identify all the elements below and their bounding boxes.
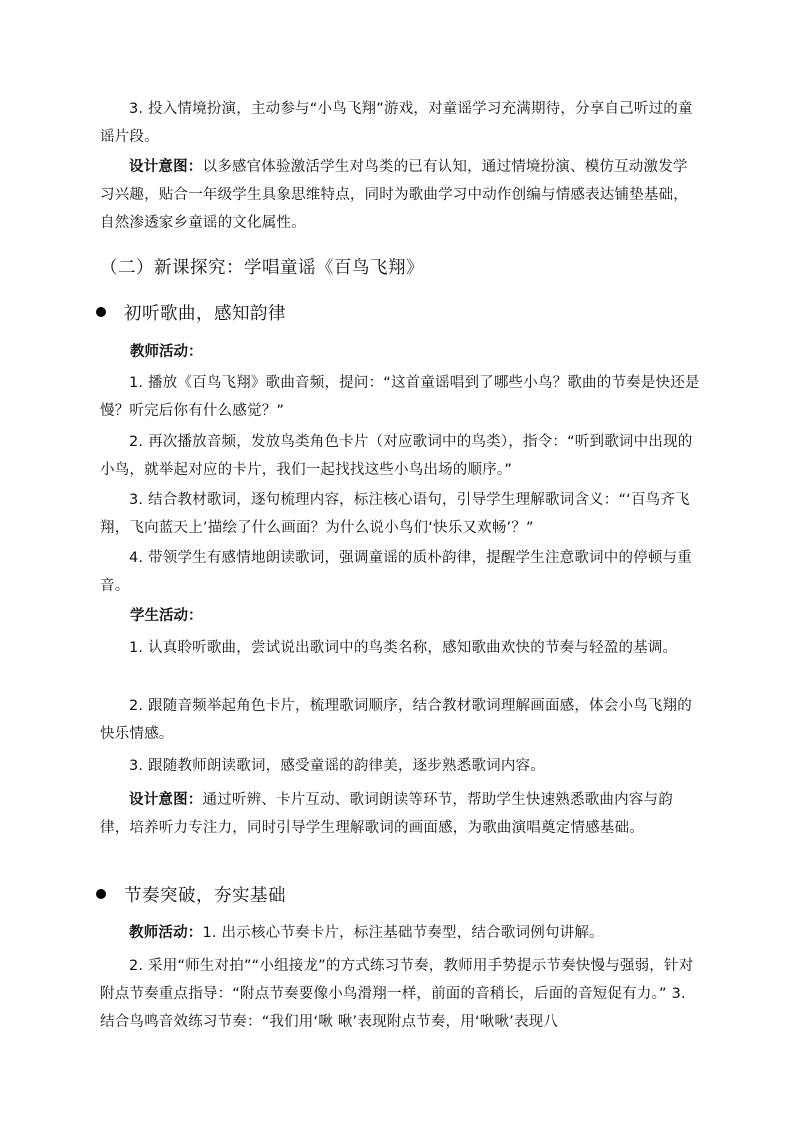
student-activity-label: 学生活动： <box>130 608 203 624</box>
paragraph-teacher-5 <box>100 919 700 947</box>
bullet-dot-icon <box>96 307 106 317</box>
bullet-heading-1-text: 初听歌曲，感知韵律 <box>124 304 286 324</box>
paragraph-design-intent-2 <box>100 786 700 842</box>
paragraph-student-1: 1. 认真聆听歌曲，尝试说出歌词中的鸟类名称，感知歌曲欢快的节奏与轻盈的基调。 <box>129 640 678 656</box>
paragraph-teacher-3: 3. 结合教材歌词，逐句梳理内容，标注核心语句，引导学生理解歌词含义：“‘百鸟齐飞翔，飞向蓝天上’描绘了什么画面？为什么说小鸟们‘快乐又欢畅’？” <box>100 492 690 536</box>
design-intent-text-2: 通过听辨、卡片互动、歌词朗读等环节，帮助学生快速熟悉歌曲内容与韵律，培养听力专注力，同时引导学生理解歌词的画面感，为歌曲演唱奠定情感基础。 <box>100 792 673 836</box>
paragraph-teacher-1: 1. 播放《百鸟飞翔》歌曲音频，提问：“这首童谣唱到了哪些小鸟？歌曲的节奏是快还是慢？听完后你有什么感觉？” <box>100 375 700 419</box>
design-intent-text: 以多感官体验激活学生对鸟类的已有认知，通过情境扮演、模仿互动激发学习兴趣，贴合一年级学生具象思维特点，同时为歌曲学习中动作创编与情感表达铺垫基础，自然渗透家乡童谣的文化属性。 <box>100 159 688 231</box>
teacher-activity-text-2: 1. 出示核心节奏卡片，标注基础节奏型，结合歌词例句讲解。 <box>202 925 604 941</box>
bullet-heading-1 <box>96 300 696 328</box>
design-intent-label: 设计意图： <box>129 159 203 175</box>
paragraph-teacher-2: 2. 再次播放音频，发放鸟类角色卡片（对应歌词中的鸟类），指令：“听到歌词中出现的小鸟，就举起对应的卡片，我们一起找找这些小鸟出场的顺序。” <box>100 434 693 478</box>
bullet-heading-2 <box>96 882 696 910</box>
paragraph-student-2: 2. 跟随音频举起角色卡片，梳理歌词顺序，结合教材歌词理解画面感，体会小鸟飞翔的快乐情感。 <box>100 698 692 742</box>
bullet-heading-2-text: 节奏突破，夯实基础 <box>124 886 286 906</box>
paragraph-teacher-4: 4. 带领学生有感情地朗读歌词，强调童谣的质朴韵律，提醒学生注意歌词中的停顿与重音。 <box>100 550 692 594</box>
paragraph-student-3: 3. 跟随教师朗读歌词，感受童谣的韵律美，逐步熟悉歌词内容。 <box>129 758 545 774</box>
section-heading: （二）新课探究：学唱童谣《百鸟飞翔》 <box>100 258 424 278</box>
teacher-activity-label: 教师活动： <box>130 344 203 360</box>
paragraph-student-activity-3: 3. 投入情境扮演，主动参与“小鸟飞翔”游戏，对童谣学习充满期待，分享自己听过的童谣片段。 <box>100 101 693 145</box>
paragraph-design-intent-1 <box>100 153 700 237</box>
teacher-activity-label-2: 教师活动： <box>129 925 203 941</box>
design-intent-label-2: 设计意图： <box>129 792 203 808</box>
paragraph-teacher-6: 2. 采用“师生对拍”“小组接龙”的方式练习节奏，教师用手势提示节奏快慢与强弱，针对附点节奏重点指导：“附点节奏要像小鸟滑翔一样，前面的音稍长，后面的音短促有力。” 3. 结合鸟鸣音效练习节奏：“我们用‘啾 啾’表现附点节奏，用‘啾啾’表现八 <box>100 958 694 1030</box>
bullet-dot-icon <box>96 889 106 899</box>
